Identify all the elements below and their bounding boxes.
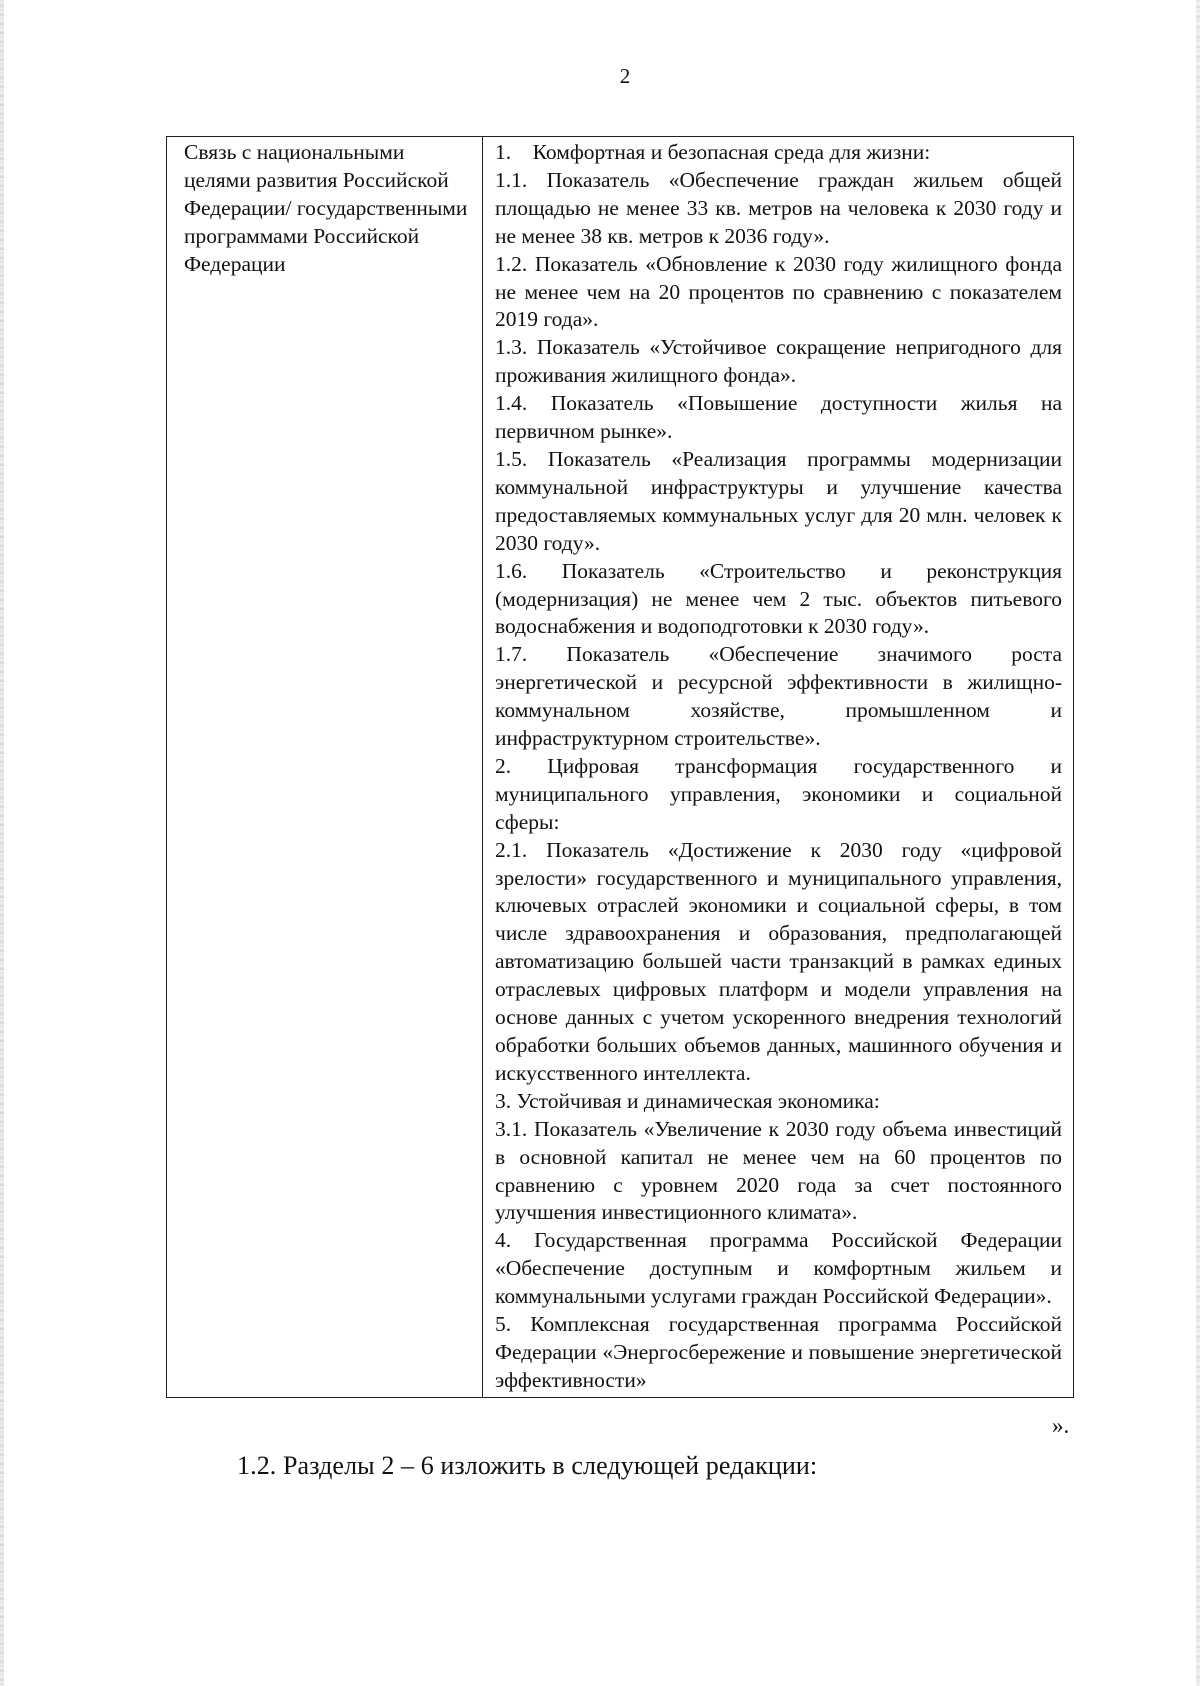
table-row bbox=[167, 137, 1074, 1398]
state-program-4: 4. Государственная программа Российской Федерации «Обеспечение доступным и комфортным жильем и коммунальными услугами граждан Российской Федерации». bbox=[495, 1228, 1062, 1309]
goal-item-1: 1. Комфортная и безопасная среда для жизни: bbox=[495, 140, 931, 164]
closing-quote: ». bbox=[1052, 1413, 1070, 1438]
indicator-3-1: 3.1. Показатель «Увеличение к 2030 году объема инвестиций в основной капитал не менее чем на 60 процентов по сравнению с уровнем 2020 года за счет постоянного улучшения инвестиционного климата». bbox=[495, 1116, 1062, 1225]
scan-edge-left bbox=[0, 0, 4, 1686]
page-number: 2 bbox=[619, 64, 631, 88]
indicator-1-2: 1.2. Показатель «Обновление к 2030 году жилищного фонда не менее чем на 20 процентов по сравнению с показателем 2019 года». bbox=[495, 251, 1062, 332]
goal-item-2: 2. Цифровая трансформация государственного и муниципального управления, экономики и социальной сферы: bbox=[495, 753, 1062, 834]
indicator-1-7: 1.7. Показатель «Обеспечение значимого роста энергетической и ресурсной эффективности в жилищно-коммунальном хозяйстве, промышленном и инфраструктурном строительстве». bbox=[495, 642, 1062, 751]
indicator-2-1: 2.1. Показатель «Достижение к 2030 году «цифровой зрелости» государственного и муниципального управления, ключевых отраслей экономики и социальной сферы, в том числе здравоохранения и образования, предполагающей автоматизацию большей части транзакций в рамках единых отраслевых цифровых платформ и модели управления на основе данных с учетом ускоренного внедрения технологий обработки больших объемов данных, машинного обучения и искусственного интеллекта. bbox=[495, 837, 1062, 1085]
indicator-1-1: 1.1. Показатель «Обеспечение граждан жильем общей площадью не менее 33 кв. метров на человека к 2030 году и не менее 38 кв. метров к 2036 году». bbox=[495, 167, 1062, 248]
table-content-cell bbox=[483, 137, 1074, 1398]
state-program-5: 5. Комплексная государственная программа Российской Федерации «Энергосбережение и повышение энергетической эффективности» bbox=[495, 1312, 1062, 1392]
indicator-1-5: 1.5. Показатель «Реализация программы модернизации коммунальной инфраструктуры и улучшение качества предоставляемых коммунальных услуг для 20 млн. человек к 2030 году». bbox=[495, 446, 1062, 555]
section-statement: 1.2. Разделы 2 – 6 изложить в следующей редакции: bbox=[237, 1451, 818, 1480]
indicator-1-6: 1.6. Показатель «Строительство и реконструкция (модернизация) не менее чем 2 тыс. объектов питьевого водоснабжения и водоподготовки к 2030 году». bbox=[495, 558, 1062, 639]
table-label-cell: Связь с национальными целями развития Российской Федерации/ государственными программами Российской Федерации bbox=[167, 137, 483, 1398]
indicator-1-4: 1.4. Показатель «Повышение доступности жилья на первичном рынке». bbox=[495, 391, 1062, 444]
goal-item-3: 3. Устойчивая и динамическая экономика: bbox=[495, 1088, 880, 1113]
indicator-1-3: 1.3. Показатель «Устойчивое сокращение непригодного для проживания жилищного фонда». bbox=[495, 335, 1062, 388]
goals-table bbox=[166, 136, 1074, 1398]
scan-edge-right bbox=[1196, 0, 1200, 1686]
